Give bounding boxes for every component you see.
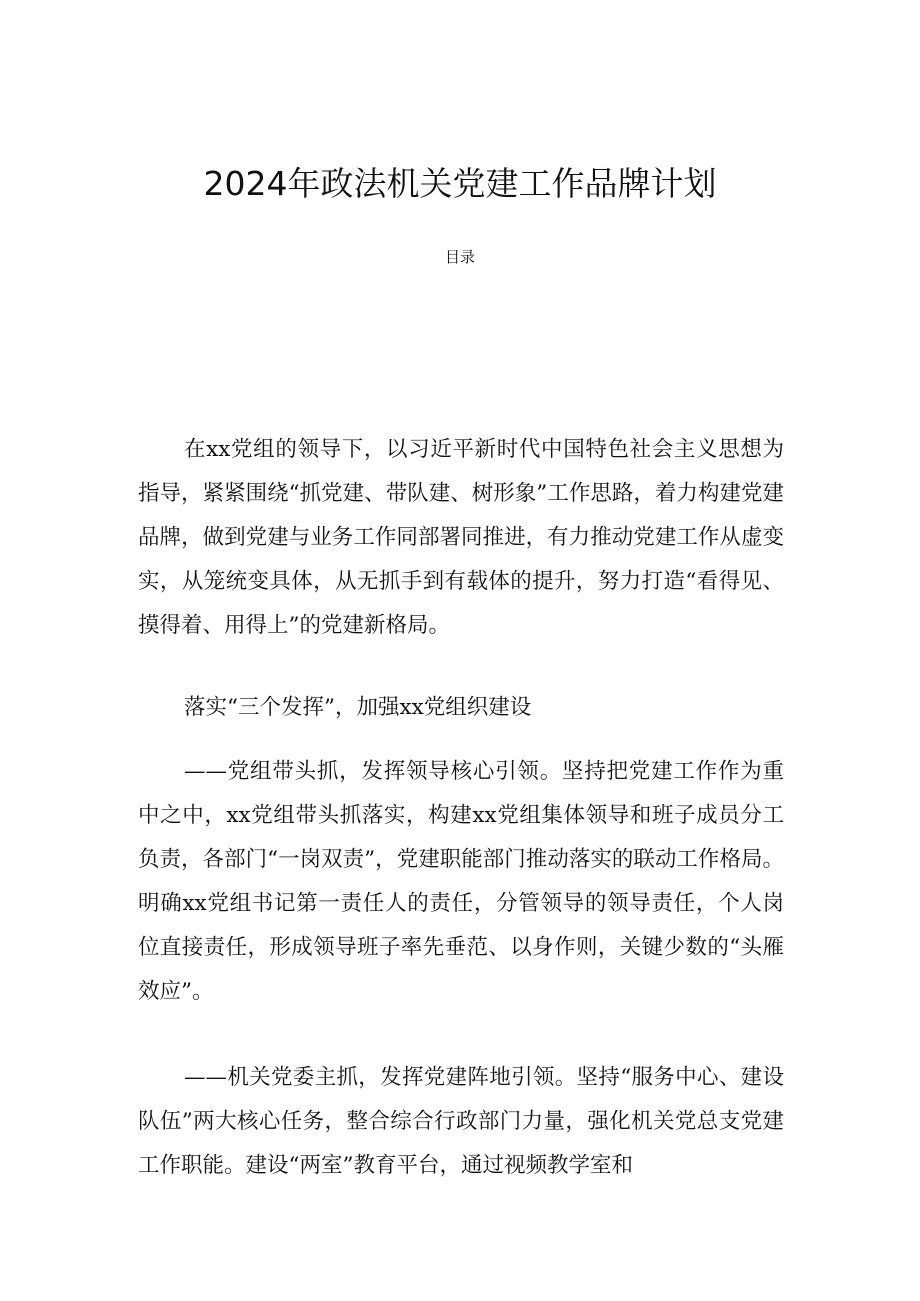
paragraph-party-group: ——党组带头抓，发挥领导核心引领。坚持把党建工作作为重中之中，xx党组带头抓落实，构建xx党组集体领导和班子成员分工负责，各部门“一岗双责”，党建职能部门推动落实的联动工作格局。明确xx党组书记第一责任人的责任，分管领导的领导责任，个人岗位直接责任，形成领导班子率先垂范、以身作则，关键少数的“头雁效应”。 <box>138 759 784 1004</box>
paragraph-intro: 在xx党组的领导下，以习近平新时代中国特色社会主义思想为指导，紧紧围绕“抓党建、带队建、树形象”工作思路，着力构建党建品牌，做到党建与业务工作同部署同推进，有力推动党建工作从虚变实，从笼统变具体，从无抓手到有载体的提升，努力打造“看得见、摸得着、用得上”的党建新格局。 <box>138 437 784 638</box>
section-heading: 落实“三个发挥”，加强xx党组织建设 <box>184 695 532 720</box>
document-title: 2024年政法机关党建工作品牌计划 <box>203 164 717 203</box>
table-of-contents-label: 目录 <box>444 248 475 266</box>
paragraph-party-committee: ——机关党委主抓，发挥党建阵地引领。坚持“服务中心、建设队伍”两大核心任务，整合综合行政部门力量，强化机关党总支党建工作职能。建设“两室”教育平台，通过视频教学室和 <box>138 1065 784 1178</box>
